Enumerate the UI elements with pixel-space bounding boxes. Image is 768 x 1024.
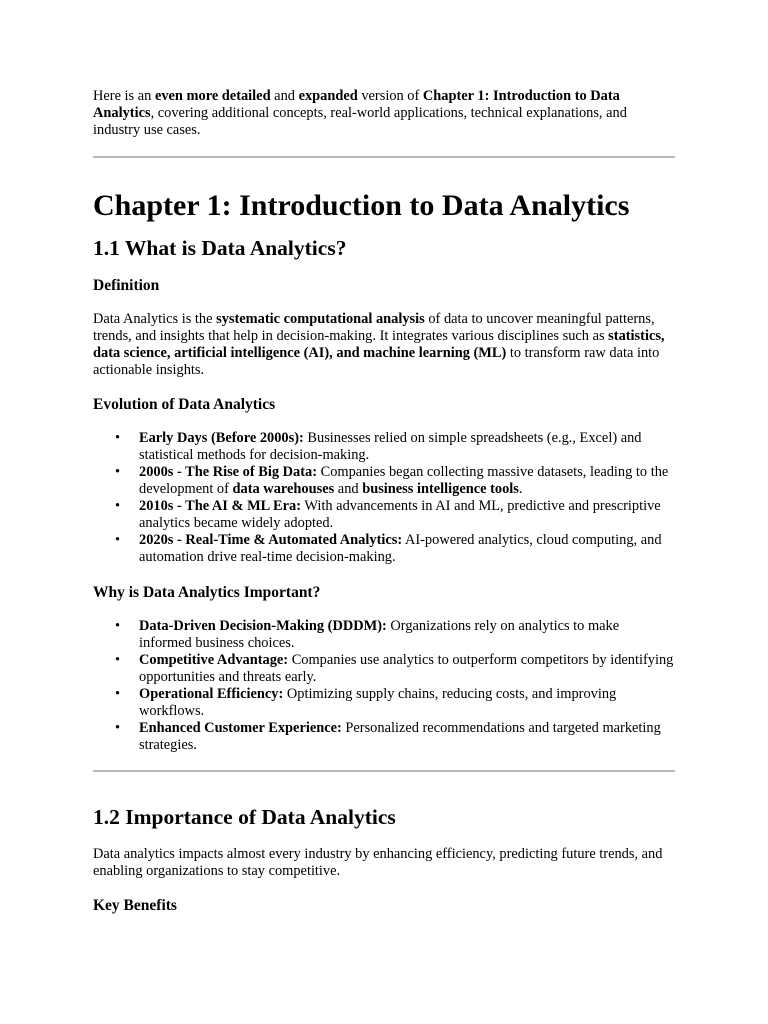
definition-heading: Definition — [93, 277, 160, 294]
evolution-heading: Evolution of Data Analytics — [93, 396, 276, 413]
intro-bold-2: expanded — [298, 88, 358, 104]
divider-top — [93, 156, 675, 158]
list-item-bold: data warehouses — [232, 481, 335, 497]
section-1-1-heading: 1.1 What is Data Analytics? — [93, 236, 347, 260]
evolution-list — [93, 430, 675, 566]
intro-text-4: , covering additional concepts, real-world applications, technical explanations, and industry use cases. — [93, 105, 627, 138]
list-item-text: Businesses relied on simple spreadsheets (e.g., Excel) and statistical methods for decision-making. — [139, 430, 642, 463]
list-item-bold: Enhanced Customer Experience: — [139, 720, 342, 736]
list-item — [93, 498, 675, 532]
intro-text-3: version of — [357, 88, 423, 104]
list-item — [93, 720, 675, 754]
document-page — [93, 88, 675, 915]
list-item-text: and — [334, 481, 363, 497]
list-item-text: Organizations rely on analytics to make informed business choices. — [139, 618, 620, 651]
list-item — [93, 686, 675, 720]
chapter-title: Chapter 1: Introduction to Data Analytics — [93, 189, 630, 222]
bullet-icon: • — [115, 498, 121, 514]
list-item-bold: Competitive Advantage: — [139, 652, 289, 668]
list-item — [93, 430, 675, 464]
intro-bold-1: even more detailed — [154, 88, 271, 104]
intro-paragraph — [93, 88, 675, 139]
list-item-bold: Data-Driven Decision-Making (DDDM): — [139, 618, 387, 634]
list-item-bold: 2010s - The AI & ML Era: — [139, 498, 302, 514]
list-item-text: With advancements in AI and ML, predictive and prescriptive analytics became widely adopted. — [139, 498, 661, 531]
bullet-icon: • — [115, 618, 121, 634]
list-item — [93, 464, 675, 498]
list-item — [93, 618, 675, 652]
list-item-bold: 2020s - Real-Time & Automated Analytics: — [139, 532, 403, 548]
definition-bold-2: statistics, data science, artificial intelligence (AI), and machine learning (ML) — [93, 328, 665, 361]
definition-text-1: Data Analytics is the — [93, 311, 217, 327]
bullet-icon: • — [115, 464, 121, 480]
list-item-text: Companies use analytics to outperform competitors by identifying opportunities and threats early. — [139, 652, 674, 685]
definition-bold-1: systematic computational analysis — [216, 311, 425, 327]
why-heading: Why is Data Analytics Important? — [93, 584, 321, 601]
list-item-bold: business intelligence tools — [362, 481, 519, 497]
bullet-icon: • — [115, 430, 121, 446]
list-item-text: AI-powered analytics, cloud computing, and automation drive real-time decision-making. — [139, 532, 662, 565]
list-item-text: Companies began collecting massive datasets, leading to the development of — [139, 464, 669, 497]
list-item-text: . — [518, 481, 523, 497]
key-benefits-heading: Key Benefits — [93, 897, 177, 914]
bullet-icon: • — [115, 686, 121, 702]
list-item — [93, 652, 675, 686]
bullet-icon: • — [115, 532, 121, 548]
importance-paragraph: Data analytics impacts almost every industry by enhancing efficiency, predicting future trends, and enabling organizations to stay competitive. — [93, 846, 663, 879]
divider-middle — [93, 770, 675, 772]
list-item — [93, 532, 675, 566]
definition-text-3: to transform raw data into actionable insights. — [93, 345, 660, 378]
list-item-bold: Operational Efficiency: — [139, 686, 284, 702]
intro-text-1: Here is an — [93, 88, 155, 104]
list-item-bold: Early Days (Before 2000s): — [139, 430, 304, 446]
list-item-bold: 2000s - The Rise of Big Data: — [139, 464, 318, 480]
intro-bold-3: Chapter 1: Introduction to Data Analytics — [93, 88, 620, 121]
list-item-text: Optimizing supply chains, reducing costs, and improving workflows. — [139, 686, 617, 719]
bullet-icon: • — [115, 720, 121, 736]
definition-paragraph — [93, 311, 675, 379]
why-list — [93, 618, 675, 754]
definition-text-2: of data to uncover meaningful patterns, trends, and insights that help in decision-making. It integrates various disciplines such as — [93, 311, 655, 344]
section-1-2-heading: 1.2 Importance of Data Analytics — [93, 805, 396, 829]
bullet-icon: • — [115, 652, 121, 668]
list-item-text: Personalized recommendations and targeted marketing strategies. — [139, 720, 661, 753]
intro-text-2: and — [270, 88, 299, 104]
